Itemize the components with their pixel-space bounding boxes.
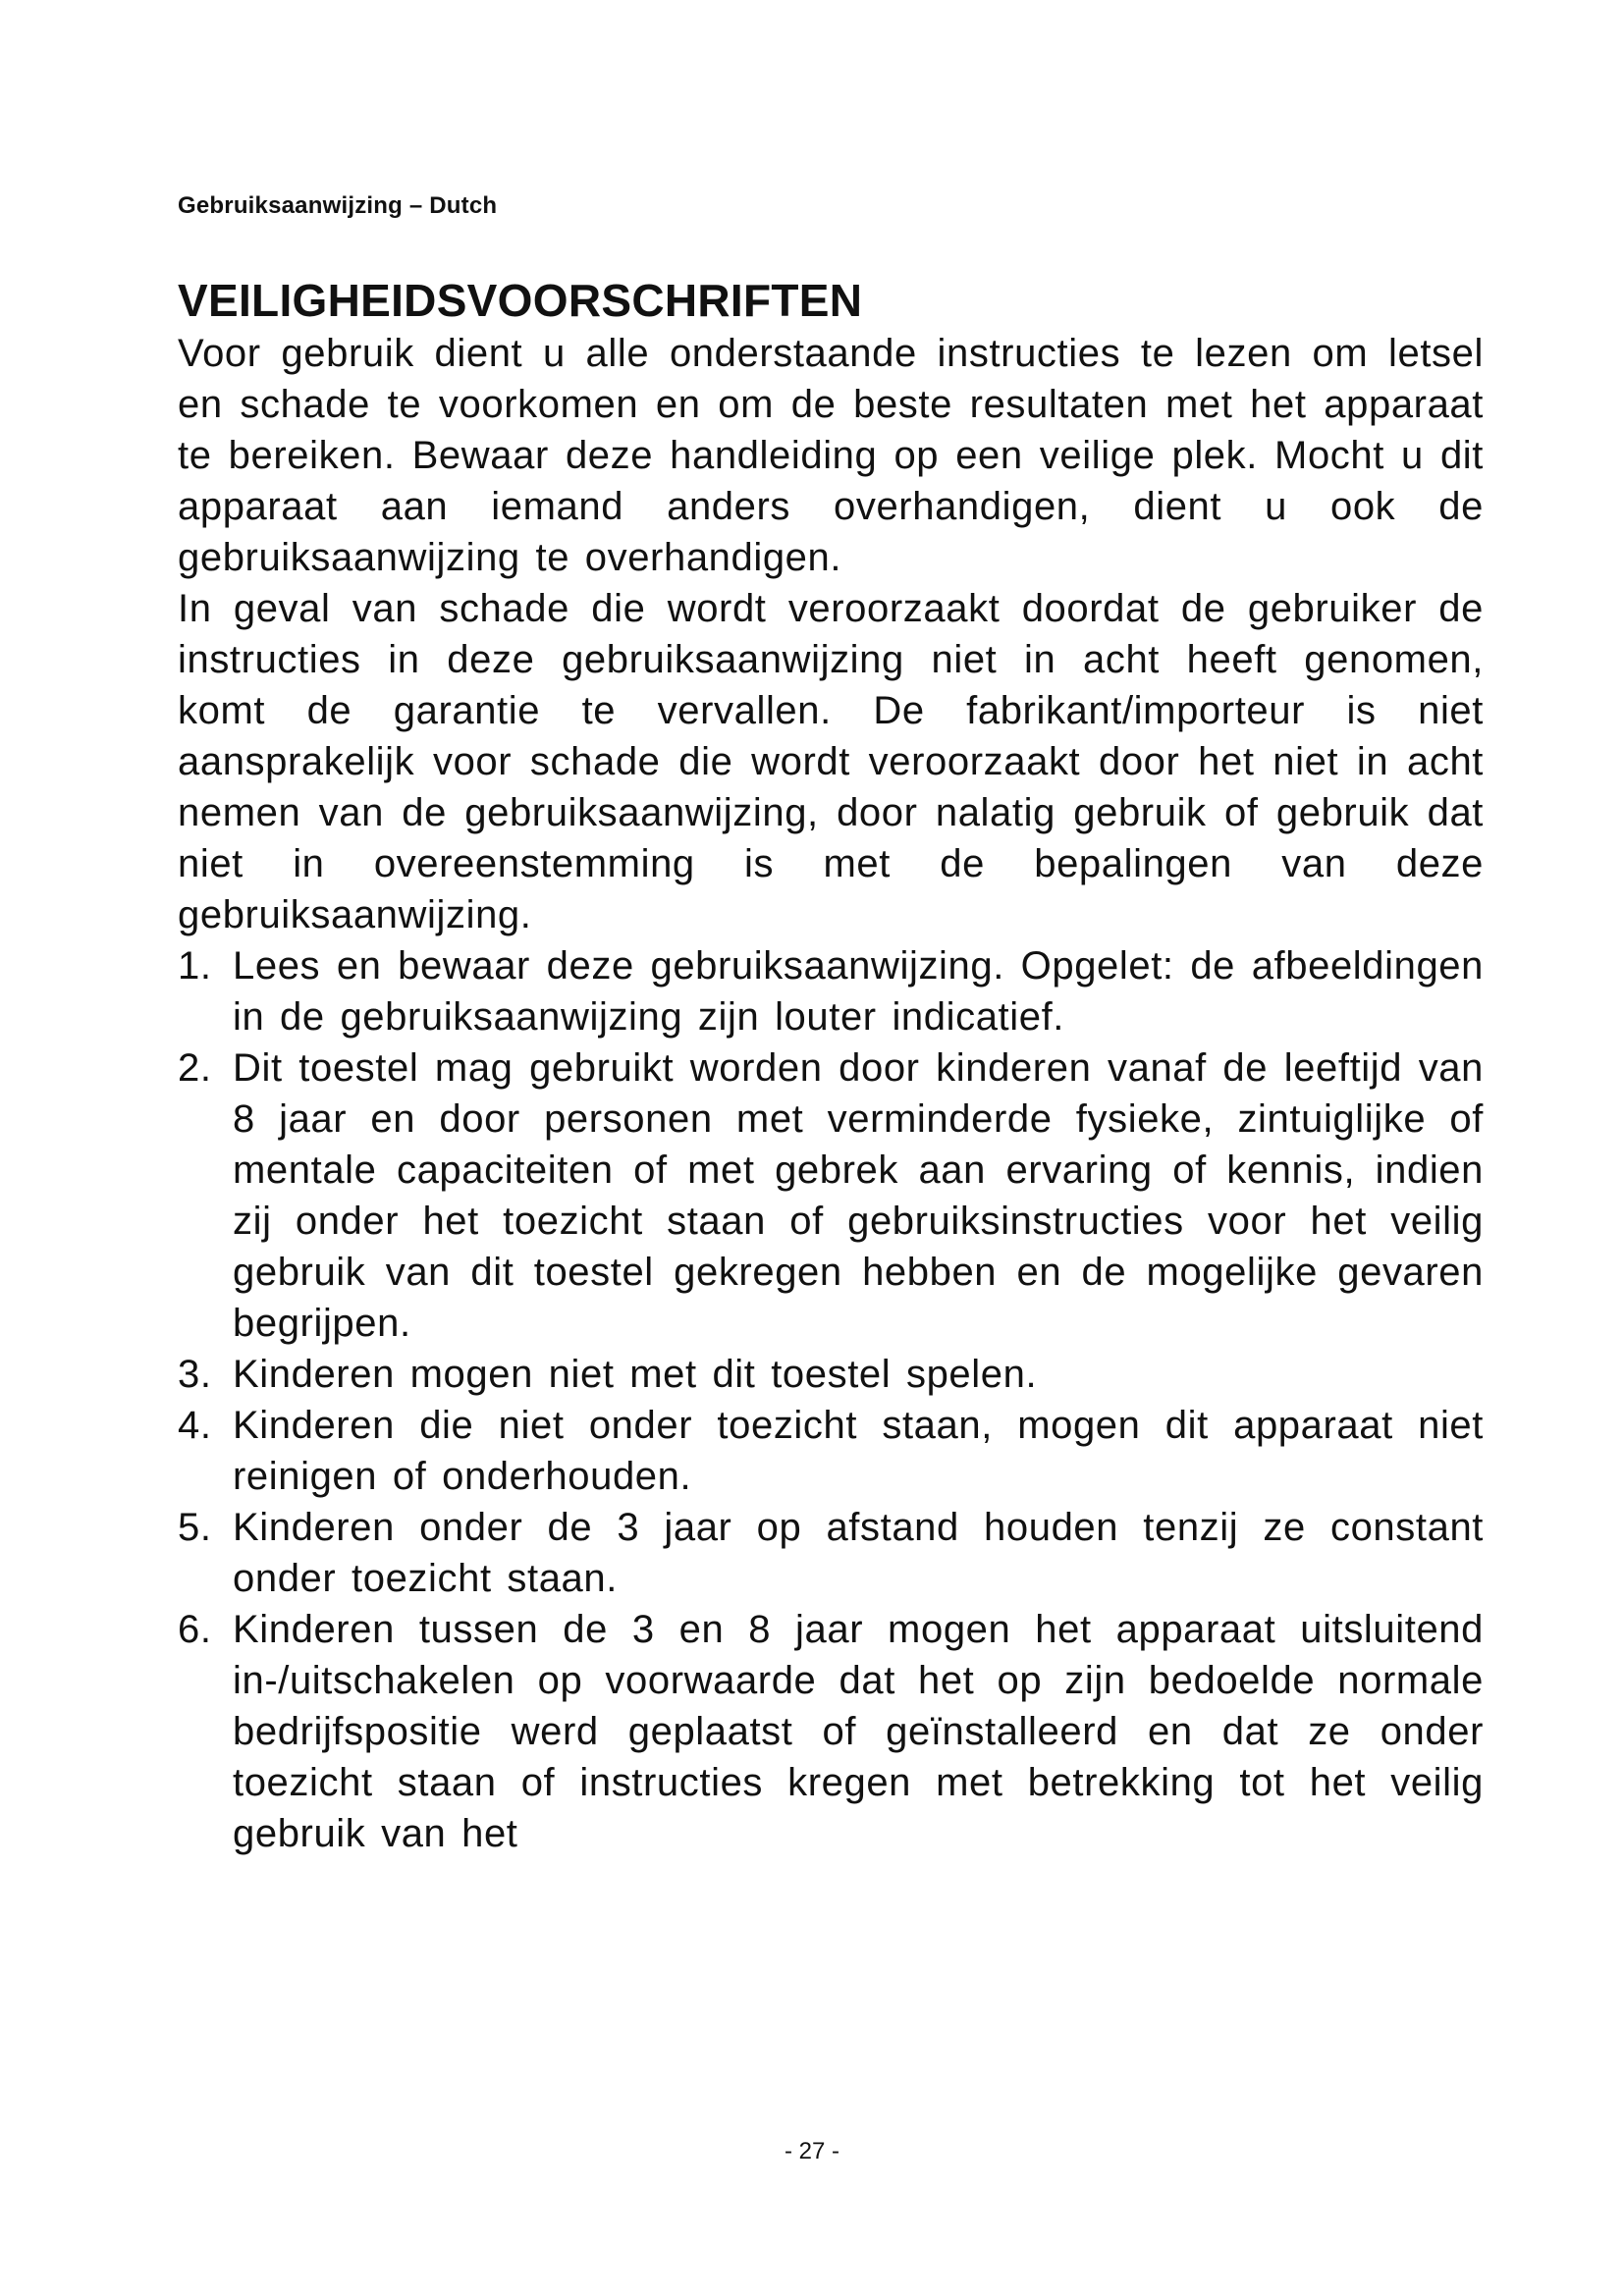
list-item-number: 5. — [178, 1506, 212, 1549]
page-number: - 27 - — [784, 2138, 839, 2164]
list-item — [178, 1502, 1484, 1604]
intro-paragraph-2: In geval van schade die wordt veroorzaakt doordat de gebruiker de instructies in deze gebruiksaanwijzing niet in acht heeft genomen, komt de garantie te vervallen. De fabrikant/importeur is niet aansprakelijk voor schade die wordt veroorzaakt door het niet in acht nemen van de gebruiksaanwijzing, door nalatig gebruik of gebruik dat niet in overeenstemming is met de bepalingen van deze gebruiksaanwijzing. — [178, 587, 1484, 936]
list-item-number: 4. — [178, 1404, 212, 1447]
safety-instructions-list — [178, 940, 1484, 1859]
list-item-number: 1. — [178, 944, 212, 988]
intro-paragraph-1: Voor gebruik dient u alle onderstaande instructies te lezen om letsel en schade te voorkomen en om de beste resultaten met het apparaat te bereiken. Bewaar deze handleiding op een veilige plek. Mocht u dit apparaat aan iemand anders overhandigen, dient u ook de gebruiksaanwijzing te overhandigen. — [178, 332, 1484, 579]
list-item-text: Kinderen mogen niet met dit toestel spelen. — [233, 1353, 1038, 1396]
list-item-text: Dit toestel mag gebruikt worden door kinderen vanaf de leeftijd van 8 jaar en door personen met verminderde fysieke, zintuiglijke of mentale capaciteiten of met gebrek aan ervaring of kennis, indien zij onder het toezicht staan of gebruiksinstructies voor het veilig gebruik van dit toestel gekregen hebben en de mogelijke gevaren begrijpen. — [233, 1046, 1484, 1345]
list-item — [178, 1604, 1484, 1859]
list-item-text: Kinderen die niet onder toezicht staan, mogen dit apparaat niet reinigen of onderhouden. — [233, 1404, 1484, 1498]
section-title: VEILIGHEIDSVOORSCHRIFTEN — [178, 275, 863, 326]
list-item — [178, 1042, 1484, 1349]
list-item-text: Lees en bewaar deze gebruiksaanwijzing. Opgelet: de afbeeldingen in de gebruiksaanwijzing zijn louter indicatief. — [233, 944, 1484, 1039]
list-item — [178, 940, 1484, 1042]
list-item-text: Kinderen tussen de 3 en 8 jaar mogen het apparaat uitsluitend in-/uitschakelen op voorwaarde dat het op zijn bedoelde normale bedrijfspositie werd geplaatst of geïnstalleerd en dat ze onder toezicht staan of instructies kregen met betrekking tot het veilig gebruik van het — [233, 1608, 1484, 1855]
list-item-number: 6. — [178, 1608, 212, 1651]
page-content — [178, 273, 1484, 1859]
list-item-text: Kinderen onder de 3 jaar op afstand houden tenzij ze constant onder toezicht staan. — [233, 1506, 1484, 1600]
list-item — [178, 1349, 1484, 1400]
list-item-number: 2. — [178, 1046, 212, 1090]
list-item-number: 3. — [178, 1353, 212, 1396]
document-header-label: Gebruiksaanwijzing – Dutch — [178, 192, 498, 219]
list-item — [178, 1400, 1484, 1502]
